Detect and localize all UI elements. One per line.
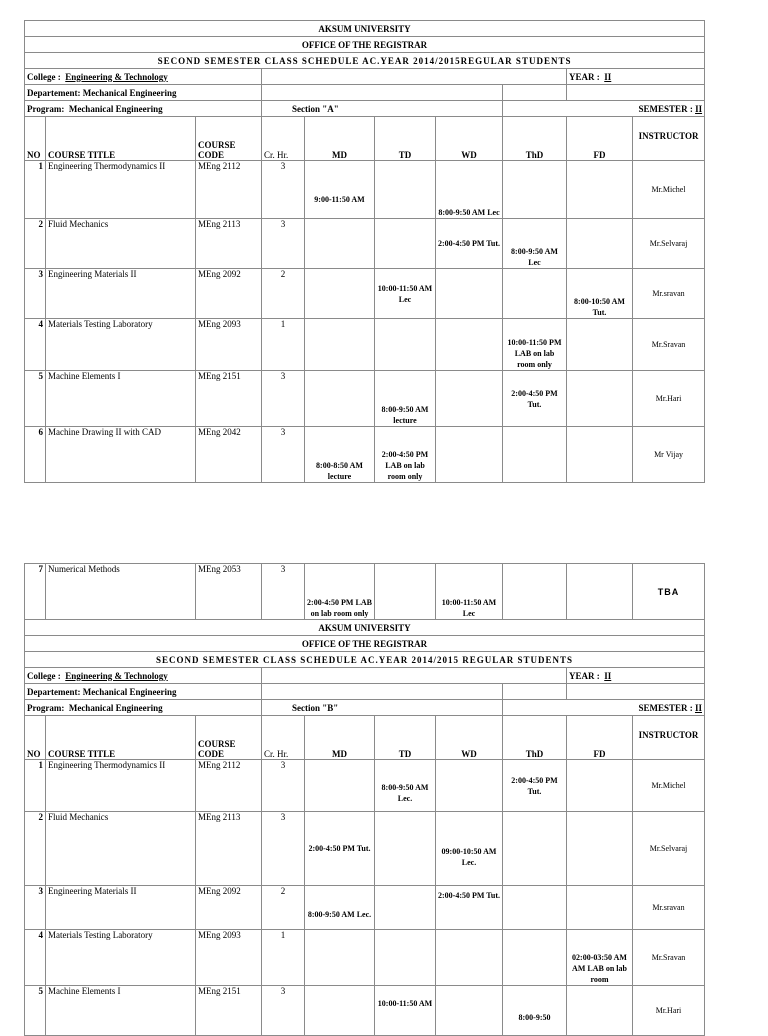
slot-thd <box>503 427 567 483</box>
slot-md: 9:00-11:50 AM <box>305 161 375 219</box>
blank-cell <box>567 684 705 700</box>
slot-td <box>375 564 436 620</box>
slot-md: 2:00-4:50 PM Tut. <box>305 812 375 886</box>
section-label: Section "B" <box>262 700 503 716</box>
slot-wd: 09:00-10:50 AM Lec. <box>436 812 503 886</box>
blank-cell <box>503 684 567 700</box>
slot-thd: 2:00-4:50 PM Tut. <box>503 371 567 427</box>
college-label: College : <box>27 71 61 82</box>
instructor-name: Mr.sravan <box>633 269 705 319</box>
instructor-name: Mr.Sravan <box>633 930 705 986</box>
row-no: 5 <box>25 986 46 1036</box>
col-credit-hours: Cr. Hr. <box>262 716 305 760</box>
col-fd: FD <box>567 117 633 161</box>
slot-thd <box>503 812 567 886</box>
table-row <box>25 812 705 886</box>
slot-thd <box>503 564 567 620</box>
col-no: NO <box>25 117 46 161</box>
schedule-title: SECOND SEMESTER CLASS SCHEDULE AC.YEAR 2014/2015REGULAR STUDENTS <box>25 53 705 69</box>
course-code: MEng 2042 <box>196 427 262 483</box>
slot-wd <box>436 760 503 812</box>
instructor-name: Mr.Michel <box>633 760 705 812</box>
slot-fd <box>567 219 633 269</box>
slot-md <box>305 986 375 1036</box>
course-title: Fluid Mechanics <box>46 219 196 269</box>
col-instructor: INSTRUCTOR <box>633 117 705 161</box>
course-code: MEng 2113 <box>196 812 262 886</box>
schedule-title: SECOND SEMESTER CLASS SCHEDULE AC.YEAR 2014/2015 REGULAR STUDENTS <box>25 652 705 668</box>
program-value: Mechanical Engineering <box>68 103 163 114</box>
instructor-name: Mr.Michel <box>633 161 705 219</box>
slot-fd <box>567 161 633 219</box>
slot-fd <box>567 371 633 427</box>
course-title: Machine Drawing II with CAD <box>46 427 196 483</box>
table-row <box>25 986 705 1036</box>
year-label: YEAR : <box>569 71 600 82</box>
col-md: MD <box>305 117 375 161</box>
slot-fd <box>567 986 633 1036</box>
course-code: MEng 2093 <box>196 930 262 986</box>
blank-cell <box>503 85 567 101</box>
slot-md <box>305 269 375 319</box>
office-name: OFFICE OF THE REGISTRAR <box>25 37 705 53</box>
slot-td <box>375 319 436 371</box>
instructor-name: Mr Vijay <box>633 427 705 483</box>
slot-td <box>375 219 436 269</box>
program-value: Mechanical Engineering <box>68 702 163 713</box>
slot-td <box>375 161 436 219</box>
col-course-title: COURSE TITLE <box>46 716 196 760</box>
slot-wd <box>436 319 503 371</box>
column-header-row <box>25 117 705 161</box>
col-td: TD <box>375 117 436 161</box>
col-td: TD <box>375 716 436 760</box>
row-no: 3 <box>25 269 46 319</box>
credit-hours: 2 <box>262 269 305 319</box>
instructor-name: Mr.Hari <box>633 371 705 427</box>
year-value: II <box>604 71 612 82</box>
slot-wd: 2:00-4:50 PM Tut. <box>436 219 503 269</box>
program-label: Program: <box>27 702 65 713</box>
col-no: NO <box>25 716 46 760</box>
semester-label: SEMESTER : <box>638 103 693 114</box>
college-value: Engineering & Technology <box>65 670 168 681</box>
slot-fd <box>567 760 633 812</box>
year-label: YEAR : <box>569 670 600 681</box>
slot-td <box>375 930 436 986</box>
credit-hours: 3 <box>262 371 305 427</box>
row-no: 1 <box>25 760 46 812</box>
row-no: 4 <box>25 319 46 371</box>
column-header-row <box>25 716 705 760</box>
course-code: MEng 2151 <box>196 371 262 427</box>
slot-fd <box>567 564 633 620</box>
col-wd: WD <box>436 117 503 161</box>
course-title: Fluid Mechanics <box>46 812 196 886</box>
program-label: Program: <box>27 103 65 114</box>
slot-fd <box>567 812 633 886</box>
university-name: AKSUM UNIVERSITY <box>25 21 705 37</box>
slot-md <box>305 219 375 269</box>
slot-md <box>305 930 375 986</box>
slot-td: 2:00-4:50 PM LAB on lab room only <box>375 427 436 483</box>
table-row <box>25 564 705 620</box>
course-title: Engineering Materials II <box>46 269 196 319</box>
blank-cell <box>262 684 503 700</box>
col-course-code: COURSE CODE <box>196 716 262 760</box>
table-row <box>25 319 705 371</box>
semester-label: SEMESTER : <box>638 702 693 713</box>
table-row <box>25 760 705 812</box>
slot-fd <box>567 427 633 483</box>
semester-line <box>503 700 705 716</box>
college-line <box>25 668 262 684</box>
row-no: 4 <box>25 930 46 986</box>
slot-thd: 8:00-9:50 <box>503 986 567 1036</box>
slot-td: 8:00-9:50 AM lecture <box>375 371 436 427</box>
row-no: 2 <box>25 219 46 269</box>
course-code: MEng 2053 <box>196 564 262 620</box>
instructor-name: Mr.Hari <box>633 986 705 1036</box>
slot-md: 8:00-8:50 AM lecture <box>305 427 375 483</box>
instructor-name: Mr.Sravan <box>633 319 705 371</box>
credit-hours: 3 <box>262 564 305 620</box>
slot-thd <box>503 886 567 930</box>
course-code: MEng 2112 <box>196 760 262 812</box>
slot-wd: 8:00-9:50 AM Lec <box>436 161 503 219</box>
slot-td: 10:00-11:50 AM <box>375 986 436 1036</box>
row-no: 3 <box>25 886 46 930</box>
college-value: Engineering & Technology <box>65 71 168 82</box>
slot-td <box>375 812 436 886</box>
course-title: Materials Testing Laboratory <box>46 930 196 986</box>
course-title: Engineering Thermodynamics II <box>46 161 196 219</box>
slot-wd <box>436 371 503 427</box>
slot-thd: 10:00-11:50 PM LAB on lab room only <box>503 319 567 371</box>
row-no: 1 <box>25 161 46 219</box>
year-line <box>567 668 705 684</box>
col-instructor: INSTRUCTOR <box>633 716 705 760</box>
table-row <box>25 161 705 219</box>
program-line <box>25 101 262 117</box>
slot-thd <box>503 269 567 319</box>
credit-hours: 3 <box>262 986 305 1036</box>
blank-cell <box>262 668 567 684</box>
slot-td: 8:00-9:50 AM Lec. <box>375 760 436 812</box>
course-title: Machine Elements I <box>46 986 196 1036</box>
schedule-table-section-b <box>24 563 705 1036</box>
table-row <box>25 886 705 930</box>
slot-thd: 2:00-4:50 PM Tut. <box>503 760 567 812</box>
semester-value: II <box>695 103 703 114</box>
col-course-code: COURSE CODE <box>196 117 262 161</box>
slot-thd: 8:00-9:50 AM Lec <box>503 219 567 269</box>
table-row <box>25 371 705 427</box>
col-credit-hours: Cr. Hr. <box>262 117 305 161</box>
table-row <box>25 219 705 269</box>
col-thd: ThD <box>503 117 567 161</box>
col-fd: FD <box>567 716 633 760</box>
slot-wd <box>436 930 503 986</box>
college-label: College : <box>27 670 61 681</box>
course-code: MEng 2112 <box>196 161 262 219</box>
slot-fd <box>567 886 633 930</box>
col-thd: ThD <box>503 716 567 760</box>
year-value: II <box>604 670 612 681</box>
college-line <box>25 69 262 85</box>
instructor-name: TBA <box>633 564 705 620</box>
row-no: 5 <box>25 371 46 427</box>
slot-wd: 2:00-4:50 PM Tut. <box>436 886 503 930</box>
slot-md <box>305 371 375 427</box>
program-line <box>25 700 262 716</box>
slot-fd: 8:00-10:50 AM Tut. <box>567 269 633 319</box>
slot-fd <box>567 319 633 371</box>
blank-cell <box>567 85 705 101</box>
year-line <box>567 69 705 85</box>
slot-fd: 02:00-03:50 AM AM LAB on lab room <box>567 930 633 986</box>
credit-hours: 3 <box>262 812 305 886</box>
semester-value: II <box>694 702 702 713</box>
instructor-name: Mr.Selvaraj <box>633 812 705 886</box>
course-code: MEng 2092 <box>196 269 262 319</box>
slot-wd <box>436 427 503 483</box>
slot-wd: 10:00-11:50 AM Lec <box>436 564 503 620</box>
credit-hours: 3 <box>262 219 305 269</box>
slot-td: 10:00-11:50 AM Lec <box>375 269 436 319</box>
course-title: Machine Elements I <box>46 371 196 427</box>
credit-hours: 1 <box>262 930 305 986</box>
slot-thd <box>503 930 567 986</box>
university-name: AKSUM UNIVERSITY <box>25 620 705 636</box>
col-course-title: COURSE TITLE <box>46 117 196 161</box>
schedule-table-section-a <box>24 20 705 483</box>
course-code: MEng 2151 <box>196 986 262 1036</box>
office-name: OFFICE OF THE REGISTRAR <box>25 636 705 652</box>
slot-md: 2:00-4:50 PM LAB on lab room only <box>305 564 375 620</box>
blank-cell <box>262 69 567 85</box>
row-no: 2 <box>25 812 46 886</box>
slot-wd <box>436 269 503 319</box>
section-label: Section "A" <box>262 101 503 117</box>
course-code: MEng 2113 <box>196 219 262 269</box>
col-wd: WD <box>436 716 503 760</box>
department-line: Departement: Mechanical Engineering <box>25 85 262 101</box>
row-no: 6 <box>25 427 46 483</box>
instructor-name: Mr.sravan <box>633 886 705 930</box>
credit-hours: 1 <box>262 319 305 371</box>
credit-hours: 3 <box>262 161 305 219</box>
course-code: MEng 2093 <box>196 319 262 371</box>
department-line: Departement: Mechanical Engineering <box>25 684 262 700</box>
course-code: MEng 2092 <box>196 886 262 930</box>
slot-td <box>375 886 436 930</box>
slot-thd <box>503 161 567 219</box>
course-title: Engineering Materials II <box>46 886 196 930</box>
col-md: MD <box>305 716 375 760</box>
row-no: 7 <box>25 564 46 620</box>
blank-cell <box>262 85 503 101</box>
slot-wd <box>436 986 503 1036</box>
course-title: Numerical Methods <box>46 564 196 620</box>
slot-md <box>305 319 375 371</box>
table-row <box>25 930 705 986</box>
course-title: Materials Testing Laboratory <box>46 319 196 371</box>
slot-md: 8:00-9:50 AM Lec. <box>305 886 375 930</box>
credit-hours: 3 <box>262 760 305 812</box>
semester-line <box>503 101 705 117</box>
table-row <box>25 269 705 319</box>
course-title: Engineering Thermodynamics II <box>46 760 196 812</box>
slot-md <box>305 760 375 812</box>
instructor-name: Mr.Selvaraj <box>633 219 705 269</box>
credit-hours: 3 <box>262 427 305 483</box>
credit-hours: 2 <box>262 886 305 930</box>
table-row <box>25 427 705 483</box>
